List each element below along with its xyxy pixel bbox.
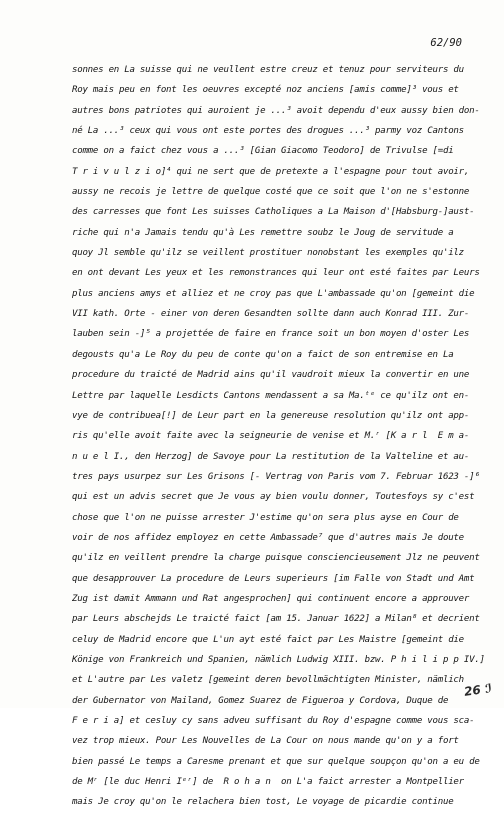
text-line: voir de nos affidez employez en cette Ambassade⁷ que d'autres mais Je doute (72, 532, 464, 543)
text-line: aussy ne recois je lettre de quelque costé que ce soit que l'on ne s'estonne (72, 187, 470, 198)
text-line: plus anciens amys et alliez et ne croy pas que L'ambassade qu'on [gemeint die (72, 288, 475, 299)
text-line: des carresses que font Les suisses Catholiques a La Maison d'[Habsburg-]aust- (72, 207, 475, 218)
text-line: par Leurs abschejds Le traicté faict [am 15. Januar 1622] a Milan⁸ et decrient (72, 614, 480, 625)
text-line: VII kath. Orte - einer von deren Gesandten sollte dann auch Konrad III. Zur- (72, 309, 470, 320)
text-line: comme on a faict chez vous a ...³ [Gian Giacomo Teodoro] de Trivulse [=di (72, 146, 454, 157)
text-line: et L'autre par Les valetz [gemeint deren bevollmächtigten Minister, nämlich (72, 675, 464, 686)
text-line: autres bons patriotes qui auroient je ...³ avoit dependu d'eux aussy bien don- (72, 105, 480, 116)
text-line: riche qui n'a Jamais tendu qu'à Les remettre soubz le Joug de servitude a (72, 227, 454, 238)
text-line: sonnes en La suisse qui ne veullent estre creuz et tenuz pour serviteurs du (72, 65, 464, 75)
text-line: vez trop mieux. Pour Les Nouvelles de La Cour on nous mande qu'on y a fort (72, 736, 459, 747)
text-line: vyе de contribuea[!] de Leur part en la genereuse resolution qu'ilz ont app- (72, 410, 470, 421)
text-line: Zug ist damit Ammann und Rat angesprochen] qui continuent encore a approuver (72, 593, 470, 604)
text-line: Roy mais peu en font les oeuvres excepté noz anciens [amis comme]³ vous et (72, 85, 459, 96)
text-line: chose que l'on ne puisse arrester J'estime qu'on sera plus ayse en Cour de (72, 512, 459, 523)
text-line: der Gubernator von Mailand, Gomez Suarez de Figueroa y Cordova, Duque de (72, 695, 449, 706)
text-line: que desapprouver La procedure de Leurs superieurs [im Falle von Stadt und Amt (72, 573, 475, 584)
text-line: Lettre par laquelle Lesdicts Cantons mendassent a sa Ma.ᵗᵉ ce qu'ilz ont en- (72, 390, 470, 401)
text-line: T r i v u l z i o]⁴ qui ne sert que de pretexte a l'espagne pour tout avoir, (72, 166, 470, 177)
text-line: bien passé Le temps a Caresme prenant et que sur quelque soupçon qu'on a eu de (72, 756, 480, 767)
text-line: qui est un advis secret que Je vous ay bien voulu donner, Toutesfoys sy c'est (72, 492, 475, 503)
text-line: en ont devant Les yeux et les remonstrances qui leur ont esté faites par Leurs (72, 268, 480, 279)
text-line: tres pays usurpez sur Les Grisons [- Vertrag von Paris vom 7. Februar 1623 -]⁶ (72, 471, 480, 482)
text-line: procedure du traicté de Madrid ains qu'il vaudroit mieux la convertir en une (72, 370, 470, 381)
text-line: qu'ilz en veillent prendre la charge puisque consciencieusement Jlz ne peuvent (72, 553, 480, 564)
text-line: né La ...³ ceux qui vous ont este portes des drogues ...³ parmy voz Cantons (72, 126, 464, 137)
letter-transcription (72, 60, 484, 813)
text-line: F e r i a] et cesluy cy sans adveu suffisant du Roy d'espagne comme vous sca- (72, 716, 475, 726)
handwritten-marginal-note: 26 ℐ (463, 681, 493, 699)
text-line: degousts qu'a Le Roy du peu de conte qu'on a faict de son entremise en La (72, 349, 454, 360)
text-line: mais Je croy qu'on le relachera bien tost, Le voyage de picardie continue (72, 797, 454, 808)
text-line: quoy Jl semble qu'ilz se veillent prostituer nonobstant les exemples qu'ilz (72, 248, 464, 259)
text-line: ris qu'elle avoit faite avec la seigneurie de venise et M.ʳ [K a r l E m a- (72, 431, 470, 442)
text-line: lauben sein -]⁵ a projettée de faire en france soit un bon moyen d'oster Les (72, 329, 470, 340)
text-line: Könige von Frankreich und Spanien, nämlich Ludwig XIII. bzw. P h i l i p p IV.] (72, 654, 485, 665)
text-line: celuy de Madrid encore que L'un ayt esté faict par Les Maistre [gemeint die (72, 634, 464, 645)
page-number: 62/90 (430, 37, 462, 49)
text-line: n u e l I., den Herzog] de Savoye pour La restitution de la Valteline et au- (72, 451, 470, 462)
text-line: de Mʳ [le duc Henri Iᵉʳ] de R o h a n on L'a faict arrester a Montpellier (72, 777, 464, 788)
